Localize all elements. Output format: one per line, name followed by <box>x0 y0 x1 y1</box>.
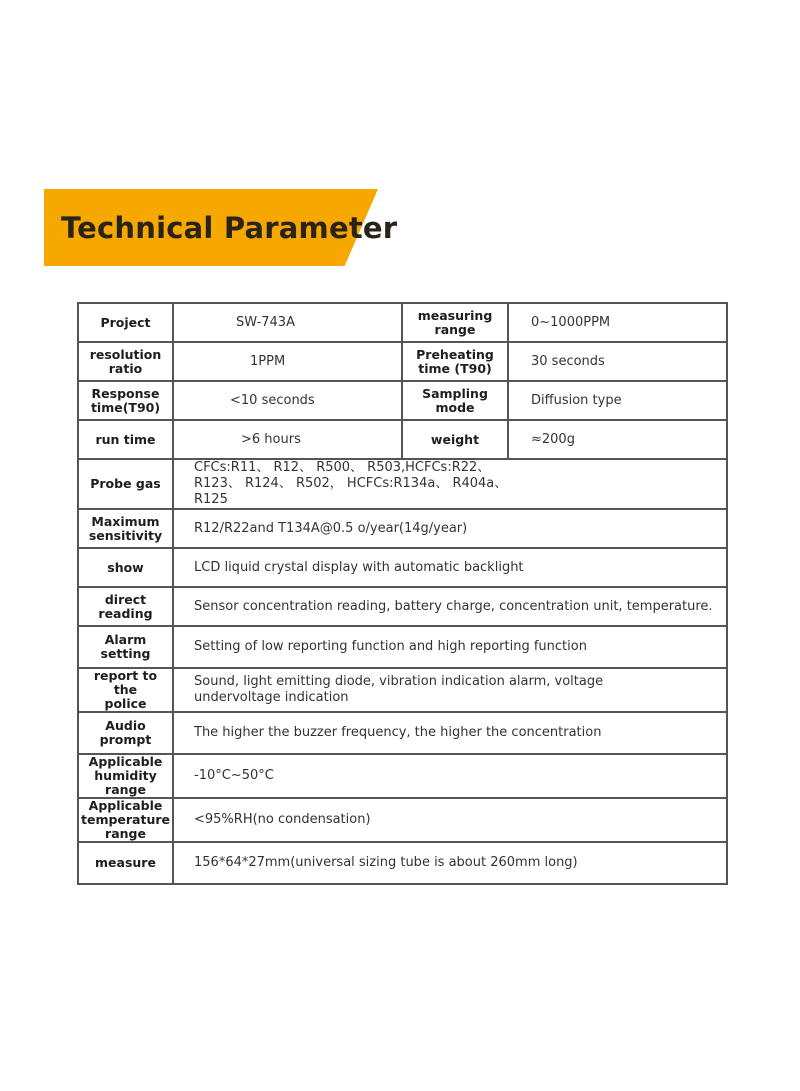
table-row <box>78 342 727 381</box>
measuring-range-value: 0~1000PPM <box>508 303 727 342</box>
sampling-value: Diffusion type <box>508 381 727 420</box>
table-row <box>78 754 727 798</box>
preheating-value: 30 seconds <box>508 342 727 381</box>
direct-reading-label: direct reading <box>78 587 173 626</box>
table-row <box>78 712 727 754</box>
temperature-value: <95%RH(no condensation) <box>173 798 727 842</box>
resolution-label: resolution ratio <box>78 342 173 381</box>
table-row <box>78 303 727 342</box>
sampling-label: Sampling mode <box>402 381 508 420</box>
audio-prompt-label: Audio prompt <box>78 712 173 754</box>
table-row <box>78 587 727 626</box>
table-row <box>78 798 727 842</box>
project-value: SW-743A <box>173 303 402 342</box>
response-label: Response time(T90) <box>78 381 173 420</box>
show-value: LCD liquid crystal display with automatic backlight <box>173 548 727 587</box>
table-row <box>78 459 727 509</box>
report-police-value: Sound, light emitting diode, vibration indication alarm, voltage undervoltage indication <box>173 668 727 712</box>
table-row <box>78 420 727 459</box>
alarm-setting-label: Alarm setting <box>78 626 173 668</box>
weight-label: weight <box>402 420 508 459</box>
project-label: Project <box>78 303 173 342</box>
table-row <box>78 509 727 548</box>
preheating-label: Preheating time (T90) <box>402 342 508 381</box>
table-row <box>78 381 727 420</box>
show-label: show <box>78 548 173 587</box>
run-time-label: run time <box>78 420 173 459</box>
humidity-label: Applicable humidity range <box>78 754 173 798</box>
sensitivity-value: R12/R22and T134A@0.5 o/year(14g/year) <box>173 509 727 548</box>
response-value: <10 seconds <box>173 381 402 420</box>
direct-reading-value: Sensor concentration reading, battery charge, concentration unit, temperature. <box>173 587 727 626</box>
weight-value: ≈200g <box>508 420 727 459</box>
page-title: Technical Parameter <box>61 211 398 245</box>
table-row <box>78 548 727 587</box>
report-police-label: report to the police <box>78 668 173 712</box>
measure-value: 156*64*27mm(universal sizing tube is about 260mm long) <box>173 842 727 884</box>
humidity-value: -10°C~50°C <box>173 754 727 798</box>
spec-table <box>77 302 728 885</box>
alarm-setting-value: Setting of low reporting function and high reporting function <box>173 626 727 668</box>
run-time-value: >6 hours <box>173 420 402 459</box>
resolution-value: 1PPM <box>173 342 402 381</box>
temperature-label: Applicable temperature range <box>78 798 173 842</box>
table-row <box>78 842 727 884</box>
measure-label: measure <box>78 842 173 884</box>
table-row <box>78 668 727 712</box>
probe-gas-value: CFCs:R11、 R12、 R500、 R503,HCFCs:R22、 R123、 R124、 R502， HCFCs:R134a、 R404a、 R125 <box>173 459 727 509</box>
audio-prompt-value: The higher the buzzer frequency, the higher the concentration <box>173 712 727 754</box>
table-row <box>78 626 727 668</box>
probe-gas-label: Probe gas <box>78 459 173 509</box>
measuring-range-label: measuring range <box>402 303 508 342</box>
sensitivity-label: Maximum sensitivity <box>78 509 173 548</box>
